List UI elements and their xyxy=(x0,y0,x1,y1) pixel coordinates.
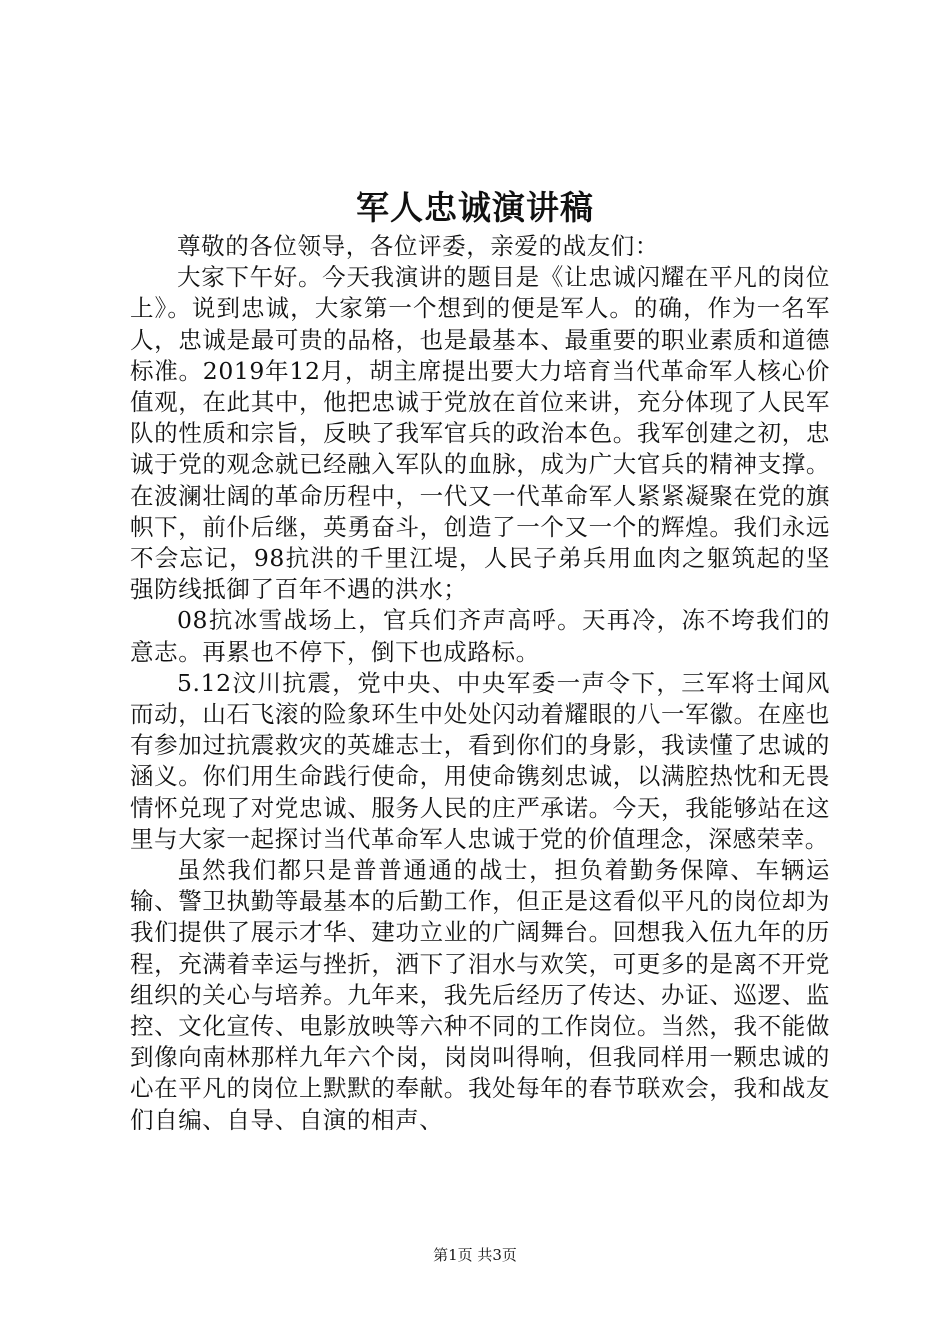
salutation-paragraph: 尊敬的各位领导，各位评委，亲爱的战友们： xyxy=(177,232,659,260)
document-body xyxy=(130,231,830,1136)
body-paragraph: 5.12汶川抗震，党中央、中央军委一声令下，三军将士闻风而动，山石飞滚的险象环生中处处闪动着耀眼的八一军徽。在座也有参加过抗震救灾的英雄志士，看到你们的身影，我读懂了忠诚的涵义。你们用生命践行使命，用使命镌刻忠诚，以满腔热忱和无畏情怀兑现了对党忠诚、服务人民的庄严承诺。今天，我能够站在这里与大家一起探讨当代革命军人忠诚于党的价值理念，深感荣幸。 xyxy=(130,668,830,853)
document-title: 军人忠诚演讲稿 xyxy=(356,188,594,227)
page-number-footer: 第1页 共3页 xyxy=(433,1246,517,1264)
body-paragraph: 虽然我们都只是普普通通的战士，担负着勤务保障、车辆运输、警卫执勤等最基本的后勤工作，但正是这看似平凡的岗位却为我们提供了展示才华、建功立业的广阔舞台。回想我入伍九年的历程，充满着幸运与挫折，洒下了泪水与欢笑，可更多的是离不开党组织的关心与培养。九年来，我先后经历了传达、办证、巡逻、监控、文化宣传、电影放映等六种不同的工作岗位。当然，我不能做到像向南林那样九年六个岗，岗岗叫得响，但我同样用一颗忠诚的心在平凡的岗位上默默的奉献。我处每年的春节联欢会，我和战友们自编、自导、自演的相声、 xyxy=(130,856,830,1134)
body-paragraph: 08抗冰雪战场上，官兵们齐声高呼。天再冷，冻不垮我们的意志。再累也不停下，倒下也成路标。 xyxy=(130,606,830,666)
body-paragraph: 大家下午好。今天我演讲的题目是《让忠诚闪耀在平凡的岗位上》。说到忠诚，大家第一个想到的便是军人。的确，作为一名军人，忠诚是最可贵的品格，也是最基本、最重要的职业素质和道德标准。2019年12月，胡主席提出要大力培育当代革命军人核心价值观，在此其中，他把忠诚于党放在首位来讲，充分体现了人民军队的性质和宗旨，反映了我军官兵的政治本色。我军创建之初，忠诚于党的观念就已经融入军队的血脉，成为广大官兵的精神支撑。在波澜壮阔的革命历程中，一代又一代革命军人紧紧凝聚在党的旗帜下，前仆后继，英勇奋斗，创造了一个又一个的辉煌。我们永远不会忘记，98抗洪的千里江堤，人民子弟兵用血肉之躯筑起的坚强防线抵御了百年不遇的洪水； xyxy=(130,263,830,604)
